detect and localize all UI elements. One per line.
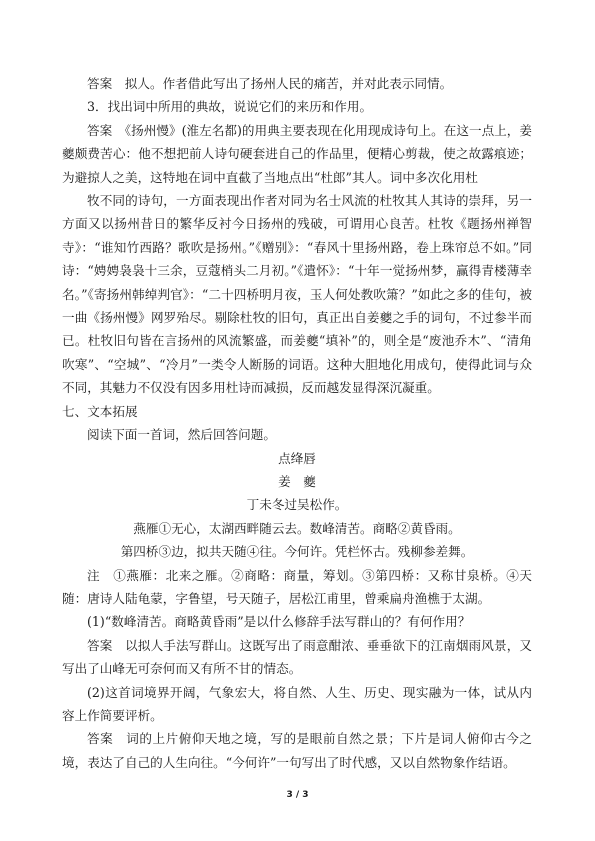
poem-line-1: 燕雁①无心，太湖西畔随云去。数峰清苦。商略②黄昏雨。 <box>133 520 461 536</box>
poem-author: 姜 夔 <box>278 473 316 489</box>
poem-title: 点绛唇 <box>278 450 316 466</box>
poem-subtitle: 丁未冬过吴松作。 <box>246 497 348 513</box>
question-2: (2)这首词境界开阔，气象宏大，将自然、人生、历史、现实融为一体，试从内容上作简要评析。 <box>62 684 532 723</box>
document-body <box>62 72 532 774</box>
answer-3-continued: 牧不同的诗句，一方面表现出作者对同为名士风流的杜牧其人其诗的崇拜，另一方面又以扬州昔日的繁华反衬今日扬州的残破，可谓用心良苦。杜牧《题扬州禅智寺》：“谁知竹西路？歌吹是扬州。”《赠别》：“春风十里扬州路，卷上珠帘总不如。”同诗：“娉娉袅袅十三余，豆蔻梢头二月初。”《遣怀》：“十年一觉扬州梦，赢得青楼薄幸名。”《寄扬州韩绰判官》：“二十四桥明月夜，玉人何处教吹箫？”如此之多的佳句，被一曲《扬州慢》网罗殆尽。剔除杜牧的旧句，真正出自姜夔之手的词句，不过参半而已。杜牧旧句皆在言扬州的风流繁盛，而姜夔“填补”的，则全是“废池乔木”、“清角吹寒”、“空城”、“冷月”一类令人断肠的词语。这种大胆地化用成句，使得此词与众不同，其魅力不仅没有因多用杜诗而减损，反而越发显得深沉凝重。 <box>62 193 532 396</box>
annotation-note: 注 ①燕雁：北来之雁。②商略：商量，筹划。③第四桥：又称甘泉桥。④天随：唐诗人陆龟蒙，字鲁望，号天随子，居松江甫里，曾乘扁舟渔樵于太湖。 <box>62 567 532 606</box>
answer-paragraph: 答案 拟人。作者借此写出了扬州人民的痛苦，并对此表示同情。 <box>87 76 453 91</box>
question-3: 3．找出词中所用的典故，说说它们的来历和作用。 <box>87 99 373 115</box>
poem-line-2: 第四桥③边，拟共天随④往。今何许。凭栏怀古。残柳参差舞。 <box>120 544 474 560</box>
question-1: (1)“数峰清苦。商略黄昏雨”是以什么修辞手法写群山的？有何作用？ <box>87 614 471 630</box>
answer-1: 答案 以拟人手法写群山。这既写出了雨意酣浓、垂垂欲下的江南烟雨风景，又写出了山峰无可奈何而又有所不甘的情态。 <box>62 637 532 677</box>
section-heading: 七、文本拓展 <box>62 403 138 419</box>
answer-2: 答案 词的上片俯仰天地之境，写的是眼前自然之景；下片是词人俯仰古今之境，表达了自己的人生向往。“今何许”一句写出了时代感，又以自然物象作结语。 <box>62 731 532 770</box>
answer-3: 答案 《扬州慢》(淮左名都)的用典主要表现在化用现成诗句上。在这一点上，姜夔颇费苦心：他不想把前人诗句硬套进自己的作品里，便精心剪裁，使之故露痕迹；为避掠人之美，这特地在词中直截了当地点出“杜郎”其人。词中多次化用杜 <box>62 122 532 185</box>
instruction: 阅读下面一首词，然后回答问题。 <box>87 427 276 443</box>
page-number: 3 / 3 <box>286 790 309 800</box>
